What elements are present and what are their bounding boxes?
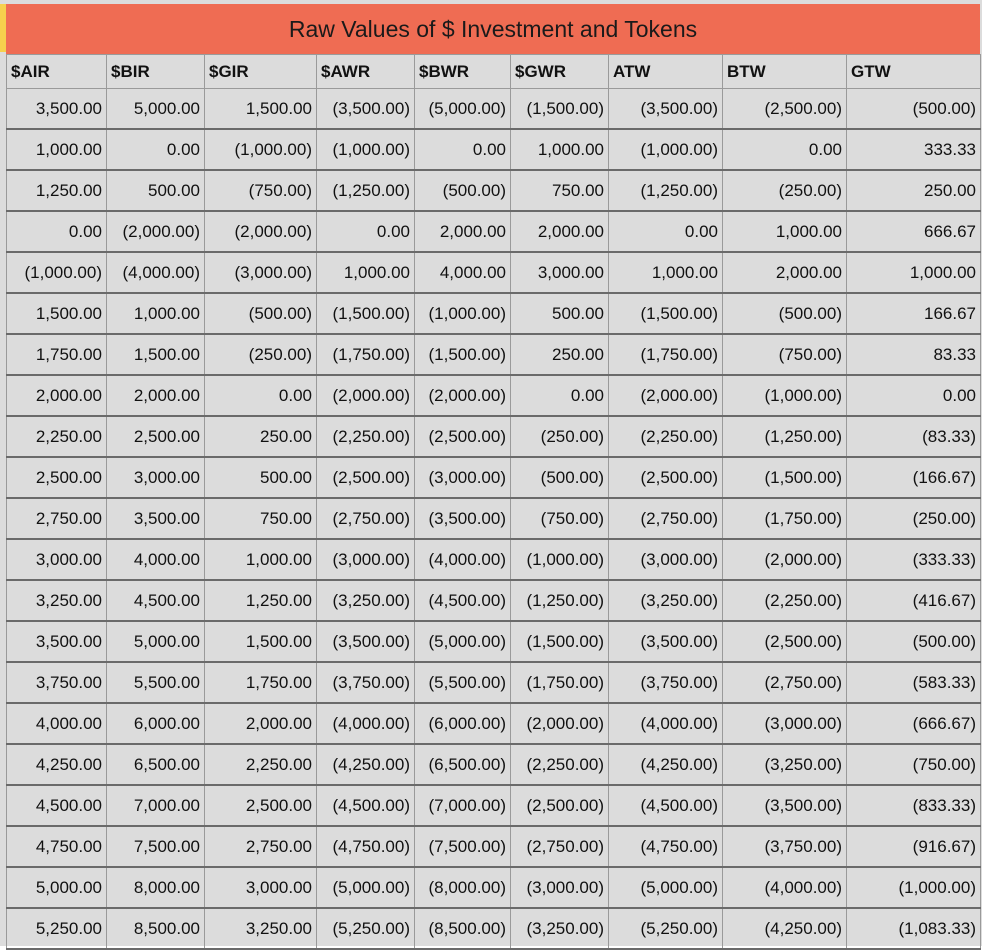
table-row — [7, 334, 981, 375]
table-cell[interactable]: (2,500.00) — [511, 785, 609, 826]
table-cell[interactable]: (500.00) — [415, 170, 511, 211]
table-cell[interactable]: 2,000.00 — [205, 703, 317, 744]
table-cell[interactable]: 3,000.00 — [205, 867, 317, 908]
table-cell[interactable]: (4,750.00) — [317, 826, 415, 867]
table-cell[interactable]: (583.33) — [847, 662, 981, 703]
table-cell[interactable]: (1,000.00) — [415, 293, 511, 334]
table-cell[interactable]: (1,250.00) — [723, 416, 847, 457]
table-cell[interactable]: (1,000.00) — [205, 129, 317, 170]
table-cell[interactable]: (4,250.00) — [723, 908, 847, 949]
table-cell[interactable]: 500.00 — [205, 457, 317, 498]
table-cell[interactable]: (2,250.00) — [609, 416, 723, 457]
table-cell[interactable]: (3,500.00) — [723, 785, 847, 826]
table-cell[interactable]: 750.00 — [205, 498, 317, 539]
table-cell[interactable]: (1,000.00) — [317, 129, 415, 170]
table-cell[interactable]: (4,250.00) — [317, 744, 415, 785]
column-header[interactable]: ATW — [609, 55, 723, 89]
table-cell[interactable]: (4,750.00) — [609, 826, 723, 867]
table-cell[interactable]: (4,000.00) — [317, 703, 415, 744]
table-row — [7, 867, 981, 908]
table-row — [7, 129, 981, 170]
table-cell[interactable]: 3,250.00 — [205, 908, 317, 949]
table-cell[interactable]: (2,500.00) — [609, 457, 723, 498]
table-cell[interactable]: (3,000.00) — [317, 539, 415, 580]
table-cell[interactable]: 500.00 — [511, 293, 609, 334]
table-cell[interactable]: (1,750.00) — [511, 662, 609, 703]
table-cell[interactable]: (83.33) — [847, 416, 981, 457]
table-cell[interactable]: 666.67 — [847, 211, 981, 252]
table-cell[interactable]: 0.00 — [7, 211, 107, 252]
table-cell[interactable]: (916.67) — [847, 826, 981, 867]
table-row — [7, 826, 981, 867]
table-cell[interactable]: (1,750.00) — [723, 498, 847, 539]
table-cell[interactable]: (4,000.00) — [415, 539, 511, 580]
table-cell[interactable]: (2,500.00) — [317, 457, 415, 498]
table-cell[interactable]: 1,250.00 — [7, 170, 107, 211]
table-cell[interactable]: (4,000.00) — [609, 703, 723, 744]
table-cell[interactable]: 500.00 — [107, 170, 205, 211]
table-cell[interactable]: (416.67) — [847, 580, 981, 621]
table-row — [7, 498, 981, 539]
table-row — [7, 580, 981, 621]
table-cell[interactable]: (3,000.00) — [723, 703, 847, 744]
table-cell[interactable]: (2,250.00) — [317, 416, 415, 457]
table-cell[interactable]: 6,500.00 — [107, 744, 205, 785]
table-row — [7, 539, 981, 580]
table-cell[interactable]: (2,000.00) — [317, 375, 415, 416]
table-row — [7, 293, 981, 334]
table-cell[interactable]: (3,500.00) — [415, 498, 511, 539]
table-cell[interactable]: (3,750.00) — [723, 826, 847, 867]
table-cell[interactable]: 1,000.00 — [7, 129, 107, 170]
header-row — [7, 55, 981, 89]
table-cell[interactable]: (3,500.00) — [609, 89, 723, 130]
table-cell[interactable]: (2,000.00) — [723, 539, 847, 580]
table-cell[interactable]: (1,500.00) — [415, 334, 511, 375]
table-cell[interactable]: 5,000.00 — [7, 867, 107, 908]
table-row — [7, 457, 981, 498]
table-row — [7, 785, 981, 826]
table-cell[interactable]: 0.00 — [107, 129, 205, 170]
table-cell[interactable]: (2,000.00) — [205, 211, 317, 252]
table-cell[interactable]: 1,250.00 — [205, 580, 317, 621]
table-cell[interactable]: (1,750.00) — [317, 334, 415, 375]
table-cell[interactable]: (3,500.00) — [609, 621, 723, 662]
table-cell[interactable]: (5,000.00) — [317, 867, 415, 908]
table-cell[interactable]: 4,000.00 — [7, 703, 107, 744]
table-cell[interactable]: 4,000.00 — [107, 539, 205, 580]
table-cell[interactable]: (3,750.00) — [609, 662, 723, 703]
table-cell[interactable]: (1,250.00) — [511, 580, 609, 621]
table-row — [7, 703, 981, 744]
table-cell[interactable]: 0.00 — [205, 375, 317, 416]
table-cell[interactable]: (5,250.00) — [317, 908, 415, 949]
table-cell[interactable]: (1,500.00) — [511, 89, 609, 130]
table-cell[interactable]: 333.33 — [847, 129, 981, 170]
table-cell[interactable]: (3,250.00) — [609, 580, 723, 621]
table-cell[interactable]: (1,000.00) — [847, 867, 981, 908]
table-cell[interactable]: 3,250.00 — [7, 580, 107, 621]
table-cell[interactable]: 4,750.00 — [7, 826, 107, 867]
table-cell[interactable]: (3,000.00) — [511, 867, 609, 908]
table-cell[interactable]: (500.00) — [205, 293, 317, 334]
table-cell[interactable]: (3,250.00) — [317, 580, 415, 621]
table-cell[interactable]: (833.33) — [847, 785, 981, 826]
table-cell[interactable]: 4,250.00 — [7, 744, 107, 785]
table-cell[interactable]: 3,500.00 — [7, 621, 107, 662]
table-cell[interactable]: 250.00 — [847, 170, 981, 211]
table-cell[interactable]: 1,000.00 — [847, 252, 981, 293]
column-header[interactable]: GTW — [847, 55, 981, 89]
table-cell[interactable]: (3,500.00) — [317, 89, 415, 130]
table-cell[interactable]: 2,000.00 — [723, 252, 847, 293]
table-cell[interactable]: (4,500.00) — [317, 785, 415, 826]
table-cell[interactable]: 3,000.00 — [7, 539, 107, 580]
table-cell[interactable]: 1,500.00 — [205, 621, 317, 662]
table-cell[interactable]: (666.67) — [847, 703, 981, 744]
table-cell[interactable]: (3,000.00) — [415, 457, 511, 498]
table-cell[interactable]: (166.67) — [847, 457, 981, 498]
table-cell[interactable]: (2,000.00) — [511, 703, 609, 744]
table-cell[interactable]: 2,000.00 — [7, 375, 107, 416]
table-cell[interactable]: (250.00) — [723, 170, 847, 211]
table-cell[interactable]: 0.00 — [511, 375, 609, 416]
table-cell[interactable]: (3,750.00) — [317, 662, 415, 703]
table-cell[interactable]: (1,250.00) — [609, 170, 723, 211]
table-cell[interactable]: (2,750.00) — [511, 826, 609, 867]
column-header[interactable]: $AWR — [317, 55, 415, 89]
table-cell[interactable]: 250.00 — [511, 334, 609, 375]
table-cell[interactable]: (2,250.00) — [723, 580, 847, 621]
table-cell[interactable]: (5,000.00) — [415, 621, 511, 662]
table-cell[interactable]: 0.00 — [847, 375, 981, 416]
table-cell[interactable]: (2,000.00) — [107, 211, 205, 252]
table-cell[interactable]: (750.00) — [205, 170, 317, 211]
table-cell[interactable]: (1,500.00) — [317, 293, 415, 334]
table-cell[interactable]: (7,500.00) — [415, 826, 511, 867]
table-cell[interactable]: 1,500.00 — [205, 89, 317, 130]
table-cell[interactable]: 3,500.00 — [7, 89, 107, 130]
table-cell[interactable]: (5,500.00) — [415, 662, 511, 703]
table-cell[interactable]: (1,083.33) — [847, 908, 981, 949]
data-table — [6, 54, 981, 950]
table-cell[interactable]: 1,750.00 — [7, 334, 107, 375]
table-cell[interactable]: (2,500.00) — [723, 89, 847, 130]
table-cell[interactable]: (500.00) — [847, 89, 981, 130]
column-header[interactable]: $GWR — [511, 55, 609, 89]
table-body — [7, 89, 981, 950]
table-row — [7, 662, 981, 703]
table-cell[interactable]: 1,500.00 — [107, 334, 205, 375]
table-cell[interactable]: 2,500.00 — [7, 457, 107, 498]
table-cell[interactable]: (2,250.00) — [511, 744, 609, 785]
table-cell[interactable]: (500.00) — [847, 621, 981, 662]
table-cell[interactable]: 1,000.00 — [609, 252, 723, 293]
column-header[interactable]: BTW — [723, 55, 847, 89]
table-cell[interactable]: 1,000.00 — [107, 293, 205, 334]
table-cell[interactable]: (333.33) — [847, 539, 981, 580]
table-row — [7, 908, 981, 949]
table-cell[interactable]: (4,500.00) — [609, 785, 723, 826]
table-cell[interactable]: (5,250.00) — [609, 908, 723, 949]
table-row — [7, 375, 981, 416]
table-row — [7, 416, 981, 457]
table-cell[interactable]: 4,000.00 — [415, 252, 511, 293]
table-cell[interactable]: 3,000.00 — [107, 457, 205, 498]
table-cell[interactable]: 4,500.00 — [107, 580, 205, 621]
table-cell[interactable]: 83.33 — [847, 334, 981, 375]
table-cell[interactable]: 1,000.00 — [723, 211, 847, 252]
table-cell[interactable]: (3,250.00) — [723, 744, 847, 785]
table-cell[interactable]: 0.00 — [609, 211, 723, 252]
table-cell[interactable]: 250.00 — [205, 416, 317, 457]
column-header[interactable]: $AIR — [7, 55, 107, 89]
table-row — [7, 252, 981, 293]
table-cell[interactable]: (1,500.00) — [609, 293, 723, 334]
table-cell[interactable]: 6,000.00 — [107, 703, 205, 744]
table-cell[interactable]: 5,000.00 — [107, 89, 205, 130]
table-cell[interactable]: 2,000.00 — [415, 211, 511, 252]
table-cell[interactable]: (1,000.00) — [723, 375, 847, 416]
table-cell[interactable]: (750.00) — [847, 744, 981, 785]
table-cell[interactable]: (2,750.00) — [609, 498, 723, 539]
column-header[interactable]: $BIR — [107, 55, 205, 89]
table-cell[interactable]: (2,500.00) — [723, 621, 847, 662]
table-cell[interactable]: 2,250.00 — [7, 416, 107, 457]
table-cell[interactable]: 1,000.00 — [511, 129, 609, 170]
table-cell[interactable]: (1,500.00) — [723, 457, 847, 498]
column-header[interactable]: $BWR — [415, 55, 511, 89]
table-cell[interactable]: (5,000.00) — [415, 89, 511, 130]
table-cell[interactable]: 1,750.00 — [205, 662, 317, 703]
table-cell[interactable]: 8,000.00 — [107, 867, 205, 908]
table-cell[interactable]: (1,000.00) — [609, 129, 723, 170]
table-cell[interactable]: (250.00) — [511, 416, 609, 457]
table-cell[interactable]: (2,000.00) — [415, 375, 511, 416]
table-cell[interactable]: (500.00) — [723, 293, 847, 334]
table-cell[interactable]: (4,000.00) — [107, 252, 205, 293]
table-cell[interactable]: (250.00) — [205, 334, 317, 375]
table-cell[interactable]: 4,500.00 — [7, 785, 107, 826]
table-row — [7, 211, 981, 252]
table-cell[interactable]: (500.00) — [511, 457, 609, 498]
table-cell[interactable]: (750.00) — [511, 498, 609, 539]
table-cell[interactable]: 1,000.00 — [317, 252, 415, 293]
table-cell[interactable]: 2,500.00 — [107, 416, 205, 457]
table-cell[interactable]: (3,250.00) — [511, 908, 609, 949]
table-cell[interactable]: 5,500.00 — [107, 662, 205, 703]
table-cell[interactable]: (1,250.00) — [317, 170, 415, 211]
table-cell[interactable]: (1,000.00) — [7, 252, 107, 293]
table-cell[interactable]: (8,000.00) — [415, 867, 511, 908]
table-cell[interactable]: (250.00) — [847, 498, 981, 539]
table-row — [7, 170, 981, 211]
table-cell[interactable]: 2,000.00 — [107, 375, 205, 416]
table-cell[interactable]: (750.00) — [723, 334, 847, 375]
table-cell[interactable]: 2,250.00 — [205, 744, 317, 785]
sheet-title[interactable]: Raw Values of $ Investment and Tokens — [6, 4, 980, 54]
table-cell[interactable]: 7,000.00 — [107, 785, 205, 826]
table-cell[interactable]: (3,500.00) — [317, 621, 415, 662]
column-header[interactable]: $GIR — [205, 55, 317, 89]
table-cell[interactable]: 7,500.00 — [107, 826, 205, 867]
table-cell[interactable]: (8,500.00) — [415, 908, 511, 949]
table-cell[interactable]: 166.67 — [847, 293, 981, 334]
table-cell[interactable]: 3,500.00 — [107, 498, 205, 539]
table-cell[interactable]: (2,000.00) — [609, 375, 723, 416]
table-cell[interactable]: 0.00 — [723, 129, 847, 170]
table-cell[interactable]: 5,250.00 — [7, 908, 107, 949]
table-row — [7, 621, 981, 662]
table-cell[interactable]: (2,750.00) — [317, 498, 415, 539]
table-cell[interactable]: (4,250.00) — [609, 744, 723, 785]
table-cell[interactable]: 0.00 — [415, 129, 511, 170]
table-row — [7, 89, 981, 130]
table-cell[interactable]: (5,000.00) — [609, 867, 723, 908]
table-cell[interactable]: (1,000.00) — [511, 539, 609, 580]
table-cell[interactable]: 750.00 — [511, 170, 609, 211]
table-cell[interactable]: (6,500.00) — [415, 744, 511, 785]
table-cell[interactable]: 2,750.00 — [7, 498, 107, 539]
table-cell[interactable]: (4,500.00) — [415, 580, 511, 621]
table-cell[interactable]: (2,750.00) — [723, 662, 847, 703]
table-cell[interactable]: (1,500.00) — [511, 621, 609, 662]
table-cell[interactable]: 2,750.00 — [205, 826, 317, 867]
table-cell[interactable]: 1,500.00 — [7, 293, 107, 334]
table-cell[interactable]: 0.00 — [317, 211, 415, 252]
table-row — [7, 744, 981, 785]
table-cell[interactable]: 3,750.00 — [7, 662, 107, 703]
table-cell[interactable]: 3,000.00 — [511, 252, 609, 293]
table-cell[interactable]: (1,750.00) — [609, 334, 723, 375]
table-cell[interactable]: 8,500.00 — [107, 908, 205, 949]
table-cell[interactable]: 5,000.00 — [107, 621, 205, 662]
table-cell[interactable]: (2,500.00) — [415, 416, 511, 457]
table-cell[interactable]: (3,000.00) — [609, 539, 723, 580]
table-cell[interactable]: (6,000.00) — [415, 703, 511, 744]
table-cell[interactable]: 1,000.00 — [205, 539, 317, 580]
table-cell[interactable]: 2,000.00 — [511, 211, 609, 252]
table-cell[interactable]: (7,000.00) — [415, 785, 511, 826]
table-cell[interactable]: 2,500.00 — [205, 785, 317, 826]
table-cell[interactable]: (3,000.00) — [205, 252, 317, 293]
table-cell[interactable]: (4,000.00) — [723, 867, 847, 908]
